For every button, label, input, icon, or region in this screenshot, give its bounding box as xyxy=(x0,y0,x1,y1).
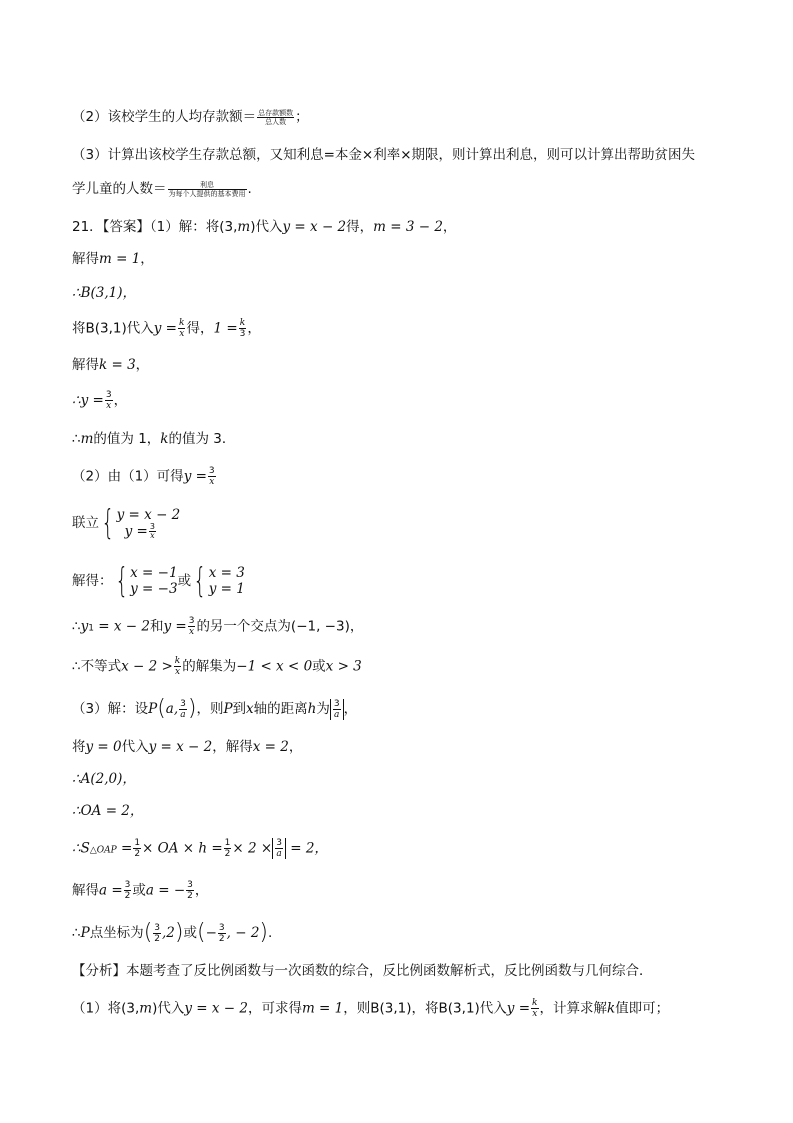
part2-text: （2）该校学生的人均存款额＝ xyxy=(72,109,257,125)
solution-line: ∴P点坐标为( $\frac{3}{2}$ ,2)或(− $\frac{3}{2}$ , − 2). xyxy=(72,920,273,945)
fraction: $\frac{3}{2}$ xyxy=(187,880,193,901)
left-brace: { xyxy=(193,561,207,601)
solution-line: ∴B(3,1)， xyxy=(72,285,137,301)
fraction: $\frac{3}{x}$ xyxy=(149,521,155,540)
absolute-value xyxy=(272,838,286,859)
equation-system-line: 联立{ y = x − 2 y = $\frac{3}{x}$ xyxy=(72,503,181,543)
absolute-value xyxy=(330,699,344,720)
equation-system: x = 3 y = 1 xyxy=(208,565,245,597)
fraction: $\frac{3}{x}$ xyxy=(105,390,112,411)
fraction: $\frac{k}{3}$ xyxy=(239,318,246,339)
answer-21-line: 21．【答案】（1）解：将(3,m)代入y = x − 2得，m = 3 − 2， xyxy=(72,219,457,235)
part3-line-2: 学儿童的人数＝ $\frac{\text{利息}}{\text{为每个人提供的基本费用}}$ . xyxy=(72,180,252,198)
fraction: $\frac{3}{a}$ xyxy=(180,698,186,720)
fraction: $\frac{3}{2}$ xyxy=(218,922,225,944)
solution-line: 解得k = 3， xyxy=(72,357,150,373)
fraction: $\frac{k}{x}$ xyxy=(174,656,181,677)
solution-line: 将B(3,1)代入y = $\frac{k}{x}$ 得，1 = $\frac{k}{3}$ ， xyxy=(72,318,261,339)
fraction: $\frac{k}{x}$ xyxy=(179,318,185,339)
solution-line: ∴A(2,0)， xyxy=(72,771,136,787)
fraction: $\frac{3}{2}$ xyxy=(124,880,131,901)
solution-set-line: 解得：{ x = −1 y = −3 或{ x = 3 y = 1 xyxy=(72,561,245,601)
left-brace: { xyxy=(114,561,128,601)
analysis-line: （1）将(3,m)代入y = x − 2，可求得m = 1，则B(3,1)，将B(3,1)代入y = $\frac{k}{x}$ ，计算求解k值即可； xyxy=(72,998,670,1019)
fraction: $\frac{3}{x}$ xyxy=(188,616,195,637)
solution-line: （3）解：设P(a, $\frac{3}{a}$ )，则P到x轴的距离h为 $\frac{3}{a}$ ， xyxy=(72,696,358,721)
left-brace: { xyxy=(101,503,115,543)
solution-line: ∴S△OAP = $\frac{1}{2}$ × OA × h = $\frac{1}{2}$ × 2 × $\frac{3}{a}$ = 2， xyxy=(72,838,328,859)
analysis-line: 【分析】本题考查了反比例函数与一次函数的综合，反比例函数解析式，反比例函数与几何综合． xyxy=(72,963,653,979)
fraction: $\frac{3}{2}$ xyxy=(154,922,161,944)
equation-system: x = −1 y = −3 xyxy=(130,565,178,597)
solution-line: ∴y1 = x − 2和y = $\frac{3}{x}$ 的另一个交点为(−1, −3)， xyxy=(72,616,364,637)
part2-line: （2）该校学生的人均存款额＝ $\frac{\text{总存款额数}}{\text{总人数}}$ ； xyxy=(72,108,309,126)
solution-line: ∴m的值为 1，k的值为 3． xyxy=(72,431,236,447)
solution-line: ∴y = $\frac{3}{x}$ ， xyxy=(72,390,128,411)
fraction: $\frac{\text{利息}}{\text{为每个人提供的基本费用}}$ xyxy=(168,180,246,198)
solution-line: （2）由（1）可得y = $\frac{3}{x}$ xyxy=(72,466,215,487)
fraction: $\frac{k}{x}$ xyxy=(532,998,538,1019)
fraction: $\frac{1}{2}$ xyxy=(224,838,231,859)
solution-line: 解得m = 1， xyxy=(72,251,154,267)
solution-line: ∴OA = 2， xyxy=(72,803,144,819)
fraction: $\frac{\text{总存款额数}}{\text{总人数}}$ xyxy=(258,108,294,126)
fraction: $\frac{3}{a}$ xyxy=(276,838,282,859)
equation-system: y = x − 2 y = $\frac{3}{x}$ xyxy=(116,506,181,540)
fraction: $\frac{1}{2}$ xyxy=(134,838,141,859)
part3-line-1: （3）计算出该校学生存款总额，又知利息=本金×利率×期限，则计算出利息，则可以计算出帮助贫困失 xyxy=(72,147,696,163)
solution-line: ∴不等式x − 2 > $\frac{k}{x}$ 的解集为−1 < x < 0或x > 3 xyxy=(72,656,362,677)
solution-line: 将y = 0代入y = x − 2，解得x = 2， xyxy=(72,739,303,755)
fraction: $\frac{3}{a}$ xyxy=(333,698,340,720)
solution-line: 解得a = $\frac{3}{2}$ 或a = − $\frac{3}{2}$ ， xyxy=(72,880,209,901)
fraction: $\frac{3}{x}$ xyxy=(208,466,215,487)
